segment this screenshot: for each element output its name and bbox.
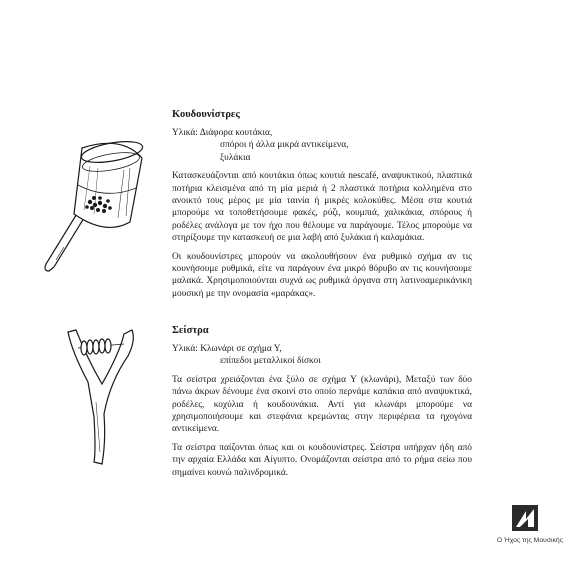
material-item: επίπεδοι μεταλλικοί δίσκοι	[220, 356, 321, 367]
sistrum-paragraph: Τα σείστρα χρειάζονται ένα ξύλο σε σχήμα Υ (κλωνάρι), Μεταξύ των δύο πάνω άκρων δένουμε ένα σκοινί στο οποίο περνάμε καπάκια από αναψυκτικά, ροδέλες, κοχύλια ή κουδουνάκια. Αντί για κλωνάρι μπορούμε να χρησιμοποιήσουμε και στεφάνια κρεμώντας στην περιφέρεια τα ηχογόνα αντικείμενα.	[172, 374, 472, 435]
rattle-illustration	[34, 130, 152, 280]
rattles-title: Κουδουνίστρες	[172, 109, 240, 120]
sistrum-paragraph: Τα σείστρα παίζονται όπως και οι κουδουνίστρες. Σείστρα υπήρχαν ήδη από την αρχαία Ελλάδα και Αίγυπτο. Ονομάζονται σείστρα από το ρήμα σείω που σημαίνει κουνώ παλινδρομικά.	[172, 442, 472, 478]
rattles-section	[172, 108, 472, 306]
material-item: σπόροι ή άλλα μικρά αντικείμενα,	[220, 140, 349, 151]
publisher-logo-icon	[512, 505, 538, 531]
materials-label: Υλικά:	[172, 128, 198, 138]
material-item: Κλωνάρι σε σχήμα Υ,	[200, 344, 282, 354]
sistrum-section	[172, 324, 472, 485]
rattles-materials	[172, 127, 472, 164]
sistrum-title: Σείστρα	[172, 325, 209, 336]
material-item: Διάφορα κουτάκια,	[199, 128, 273, 138]
materials-label: Υλικά:	[172, 344, 198, 354]
sistrum-illustration	[58, 322, 148, 472]
footer-caption: Ο Ήχος της Μουσικής	[496, 537, 563, 544]
rattles-paragraph: Οι κουδουνίστρες μπορούν να ακολουθήσουν ένα ρυθμικό σχήμα αν τις κουνήσουμε ρυθμικά, είτε να παράγουν ένα μικρό θόρυβο αν τις κουνήσουμε μαλακά. Χρησιμοποιούνται συχνά ως ρυθμικά όργανα στη λατινοαμερικάνικη μουσική με την ονομασία «μαράκας».	[172, 251, 472, 299]
rattles-paragraph: Κατασκευάζονται από κουτάκια όπως κουτιά nescafé, αναψυκτικού, πλαστικά ποτήρια κλεισμένα από τη μία μεριά ή 2 πλαστικά ποτήρια κολλημένα στο ανοικτό τους μέρος με μία ταινία ή μικρές κολοκύθες. Μέσα στα κουτιά μπορούμε να τοποθετήσουμε φακές, ρύζι, κουμπιά, χαλικάκια, σπόρους ή ροδέλες ανάλογα με τον ήχο που θέλουμε να παράγουμε. Τέλος μπορούμε να στηρίξουμε την κατασκευή σε μια λαβή από ξυλάκια ή καλαμάκια.	[172, 171, 472, 244]
sistrum-materials	[172, 343, 472, 368]
material-item: ξυλάκια	[220, 152, 251, 163]
